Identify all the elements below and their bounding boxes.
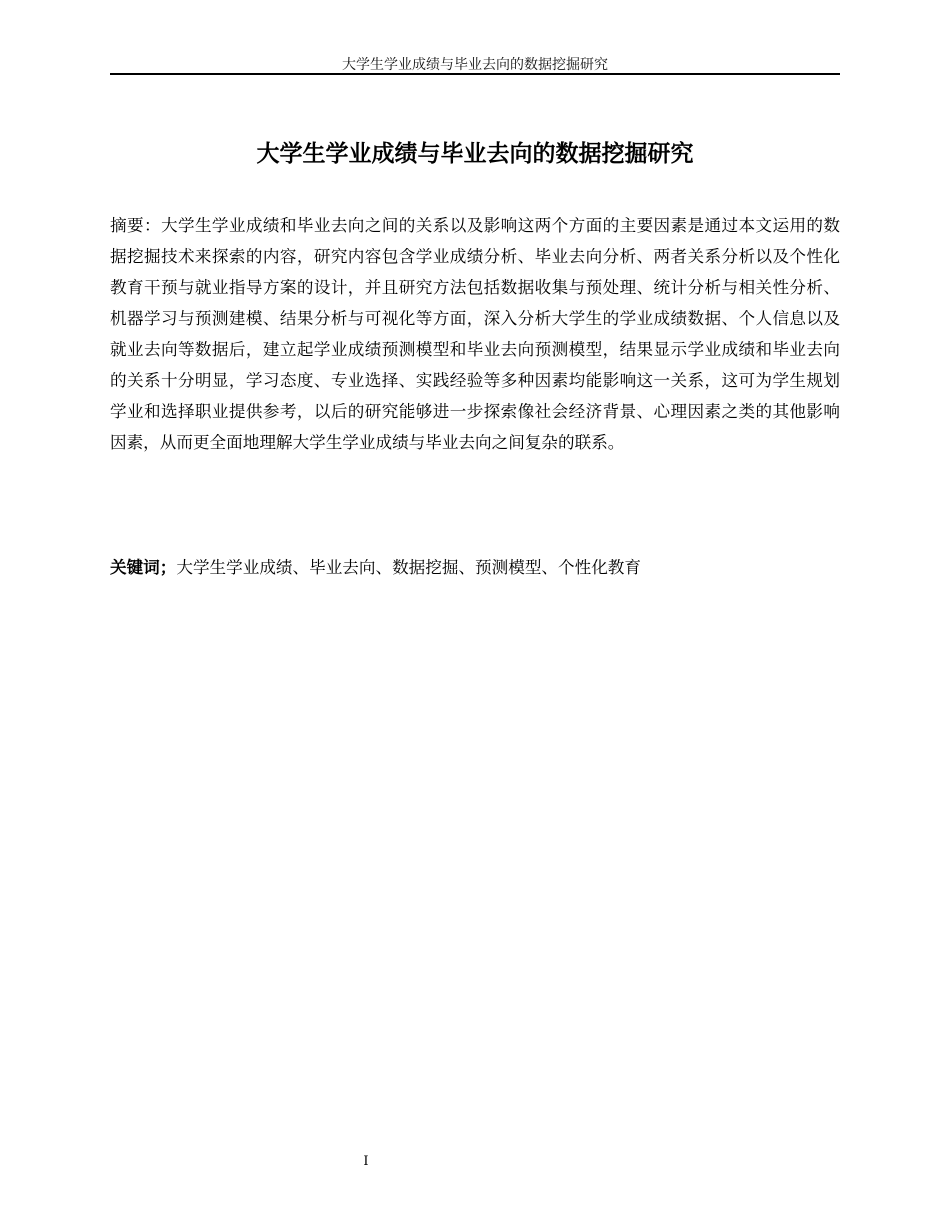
abstract-paragraph	[110, 210, 840, 458]
keywords-text: 大学生学业成绩、毕业去向、数据挖掘、预测模型、个性化教育	[176, 558, 641, 577]
abstract-label: 摘要：	[110, 216, 161, 235]
running-header: 大学生学业成绩与毕业去向的数据挖掘研究	[342, 57, 608, 73]
keywords-line	[110, 552, 840, 583]
abstract-text: 大学生学业成绩和毕业去向之间的关系以及影响这两个方面的主要因素是通过本文运用的数据挖掘技术来探索的内容，研究内容包含学业成绩分析、毕业去向分析、两者关系分析以及个性化教育干预与就业指导方案的设计，并且研究方法包括数据收集与预处理、统计分析与相关性分析、机器学习与预测建模、结果分析与可视化等方面，深入分析大学生的学业成绩数据、个人信息以及就业去向等数据后，建立起学业成绩预测模型和毕业去向预测模型，结果显示学业成绩和毕业去向的关系十分明显，学习态度、专业选择、实践经验等多种因素均能影响这一关系，这可为学生规划学业和选择职业提供参考，以后的研究能够进一步探索像社会经济背景、心理因素之类的其他影响因素，从而更全面地理解大学生学业成绩与毕业去向之间复杂的联系。	[110, 216, 841, 452]
document-title: 大学生学业成绩与毕业去向的数据挖掘研究	[256, 141, 694, 167]
header-rule	[110, 73, 840, 75]
page-number: I	[363, 1154, 369, 1169]
keywords-label: 关键词；	[110, 558, 177, 577]
